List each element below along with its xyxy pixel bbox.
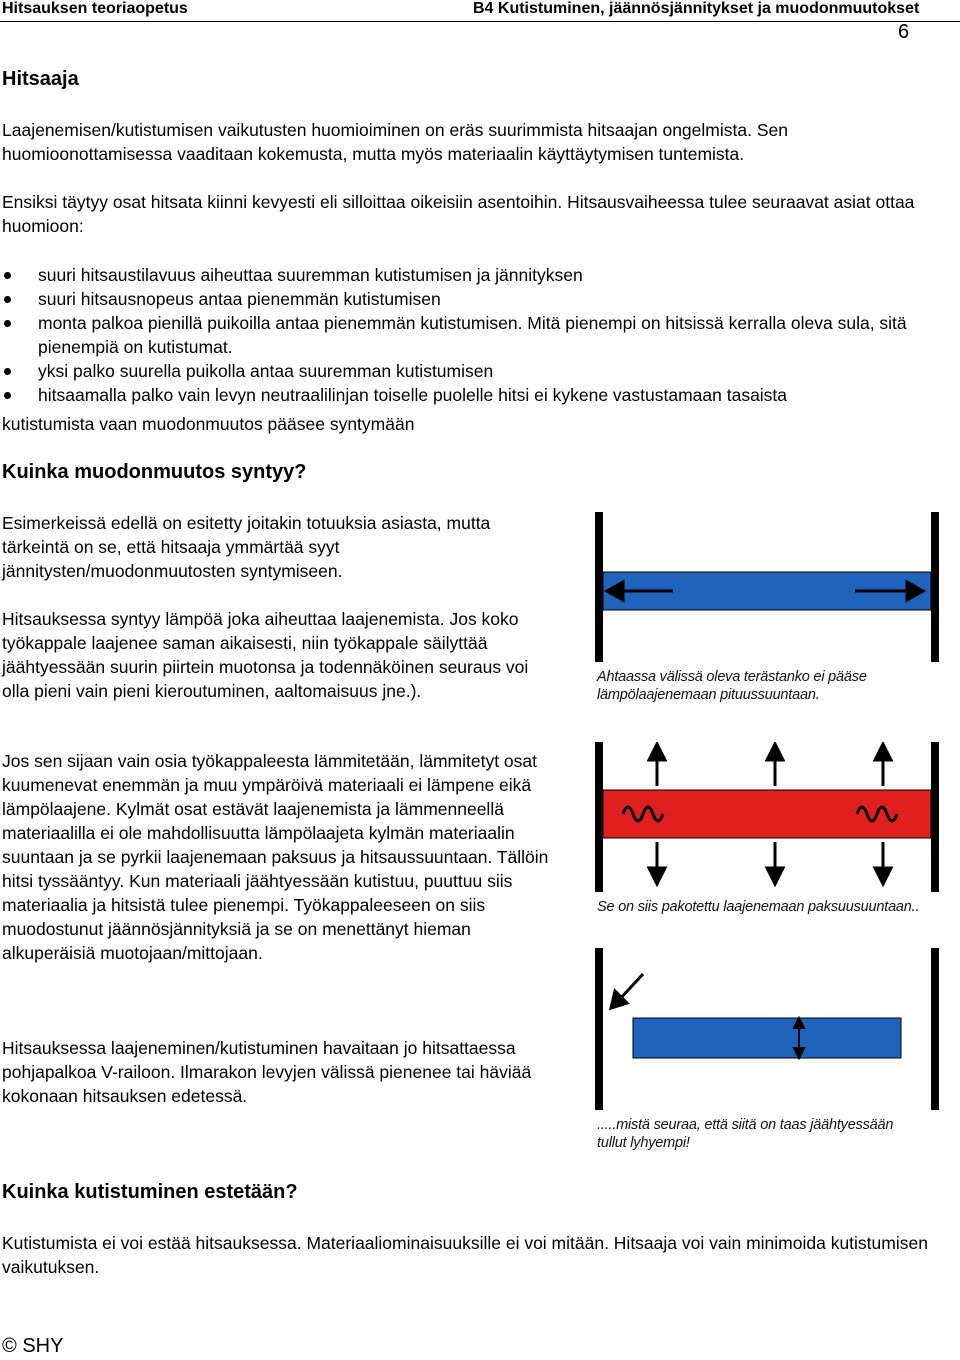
section2-paragraph-1: Kutistumista ei voi estää hitsauksessa. Materiaaliominaisuuksille ei voi mitään. Hitsaaja voi vain minimoida kutistumisen vaikutuksen. <box>2 1233 928 1277</box>
arrow-down-icon <box>767 842 783 884</box>
page-number: 6 <box>898 21 910 43</box>
arrow-down-icon <box>649 842 665 884</box>
figure-1-caption-line-1: Ahtaassa välissä oleva terästanko ei pääse <box>597 669 867 685</box>
bullet-item: monta palkoa pienillä puikoilla antaa pienemmän kutistumisen. Mitä pienempi on hitsissä kerralla oleva sula, sitä pienempiä on kutistumat. <box>2 311 952 359</box>
bullet-item: suuri hitsaustilavuus aiheuttaa suuremman kutistumisen ja jännityksen <box>2 263 952 287</box>
figure-1-caption-line-2: lämpölaajenemaan pituussuuntaan. <box>597 687 820 703</box>
bullet-list <box>2 263 952 407</box>
bullet-item: yksi palko suurella puikolla antaa suuremman kutistumisen <box>2 359 952 383</box>
bullet-item <box>2 383 952 407</box>
right-wall <box>931 742 939 892</box>
steel-bar-blue-shortened <box>633 1018 901 1058</box>
section1-paragraph-4: Hitsauksessa laajeneminen/kutistuminen havaitaan jo hitsattaessa pohjapalkoa V-railoon. Ilmarakon levyjen välissä pienenee tai häviää kokonaan hitsauksen edetessä. <box>2 1038 532 1106</box>
section-heading: Kuinka muodonmuutos syntyy? <box>2 461 307 483</box>
intro-paragraph-2: Ensiksi täytyy osat hitsata kiinni kevyesti eli silloittaa oikeisiin asentoihin. Hitsausvaiheessa tulee seuraavat asiat ottaa huomioon: <box>2 192 915 236</box>
footer-text: SHY <box>22 1335 64 1357</box>
arrow-up-icon <box>767 744 783 786</box>
intro-paragraph-1: Laajenemisen/kutistumisen vaikutusten huomioiminen on eräs suurimmista hitsaajan ongelmista. Sen huomioonottamisessa vaaditaan kokemusta, mutta myös materiaalin käyttäytymisen tuntemista. <box>2 120 788 164</box>
section-heading: Kuinka kutistuminen estetään? <box>2 1181 298 1203</box>
figure-1-illustration <box>583 512 960 662</box>
bullet-item: suuri hitsausnopeus antaa pienemmän kutistumisen <box>2 287 952 311</box>
figure-3-caption-line-1: .....mistä seuraa, että siitä on taas jäähtyessään <box>597 1117 894 1133</box>
right-wall <box>931 512 939 662</box>
section1-paragraph-3: Jos sen sijaan vain osia työkappaleesta lämmitetään, lämmitetyt osat kuumenevat enemmän ja muu ympäröivä materiaali ei lämpene eikä lämpölaajene. Kylmät osat estävät laajenemista ja lämmenneellä materiaalilla ei ole mahdollisuutta lämpölaajeta kylmän materiaalin suuntaan ja se pyrkii laajenemaan paksuus ja hitsaussuuntaan. Tällöin hitsi tyssääntyy. Kun materiaali jäähtyessään kutistuu, puuttuu siis materiaalia ja hitsistä tulee pienempi. Työkappaleeseen on siis muodostunut jäännösjännityksiä ja se on menettänyt hieman alkuperäisiä muotojaan/mittojaan. <box>2 751 549 963</box>
arrow-up-icon <box>649 744 665 786</box>
figure-2 <box>583 742 960 922</box>
figure-3 <box>583 948 960 1160</box>
bullet-last-first: hitsaamalla palko vain levyn neutraalilinjan toiselle puolelle hitsi ei kykene vastustamaan tasaista <box>38 385 788 405</box>
copyright-icon: © <box>2 1335 17 1357</box>
header-rule <box>0 21 960 22</box>
section1-paragraph-1: Esimerkeissä edellä on esitetty joitakin totuuksia asiasta, mutta tärkeintä on se, että hitsaaja ymmärtää syyt jännitysten/muodonmuutosten syntymiseen. <box>2 513 491 581</box>
header-left: Hitsauksen teoriaopetus <box>2 0 188 17</box>
footer <box>2 1334 63 1358</box>
section1-paragraph-2: Hitsauksessa syntyy lämpöä joka aiheuttaa laajenemista. Jos koko työkappale laajenee saman aikaisesti, niin työkappale säilyttää jäähtyessään suurin piirtein muotonsa ja todennäköinen seuraus voi olla pieni vain pieni kieroutuminen, aaltomaisuus jne.). <box>2 609 529 701</box>
figure-3-caption-line-2: tullut lyhyempi! <box>597 1135 690 1151</box>
arrow-diagonal-icon <box>611 974 643 1008</box>
page-title: Hitsaaja <box>2 68 79 90</box>
left-wall <box>595 512 603 662</box>
left-wall <box>595 742 603 892</box>
arrow-down-icon <box>875 842 891 884</box>
figure-2-caption: Se on siis pakotettu laajenemaan paksuusuuntaan.. <box>597 899 920 915</box>
header-right: B4 Kutistuminen, jäännösjännitykset ja muodonmuutokset <box>473 0 920 17</box>
bullet-last-rest: kutistumista vaan muodonmuutos pääsee syntymään <box>2 414 415 434</box>
figure-3-illustration <box>583 948 960 1110</box>
arrow-up-icon <box>875 744 891 786</box>
figure-1 <box>583 512 960 712</box>
left-wall <box>595 948 603 1110</box>
figure-2-illustration <box>583 742 960 892</box>
right-wall <box>931 948 939 1110</box>
